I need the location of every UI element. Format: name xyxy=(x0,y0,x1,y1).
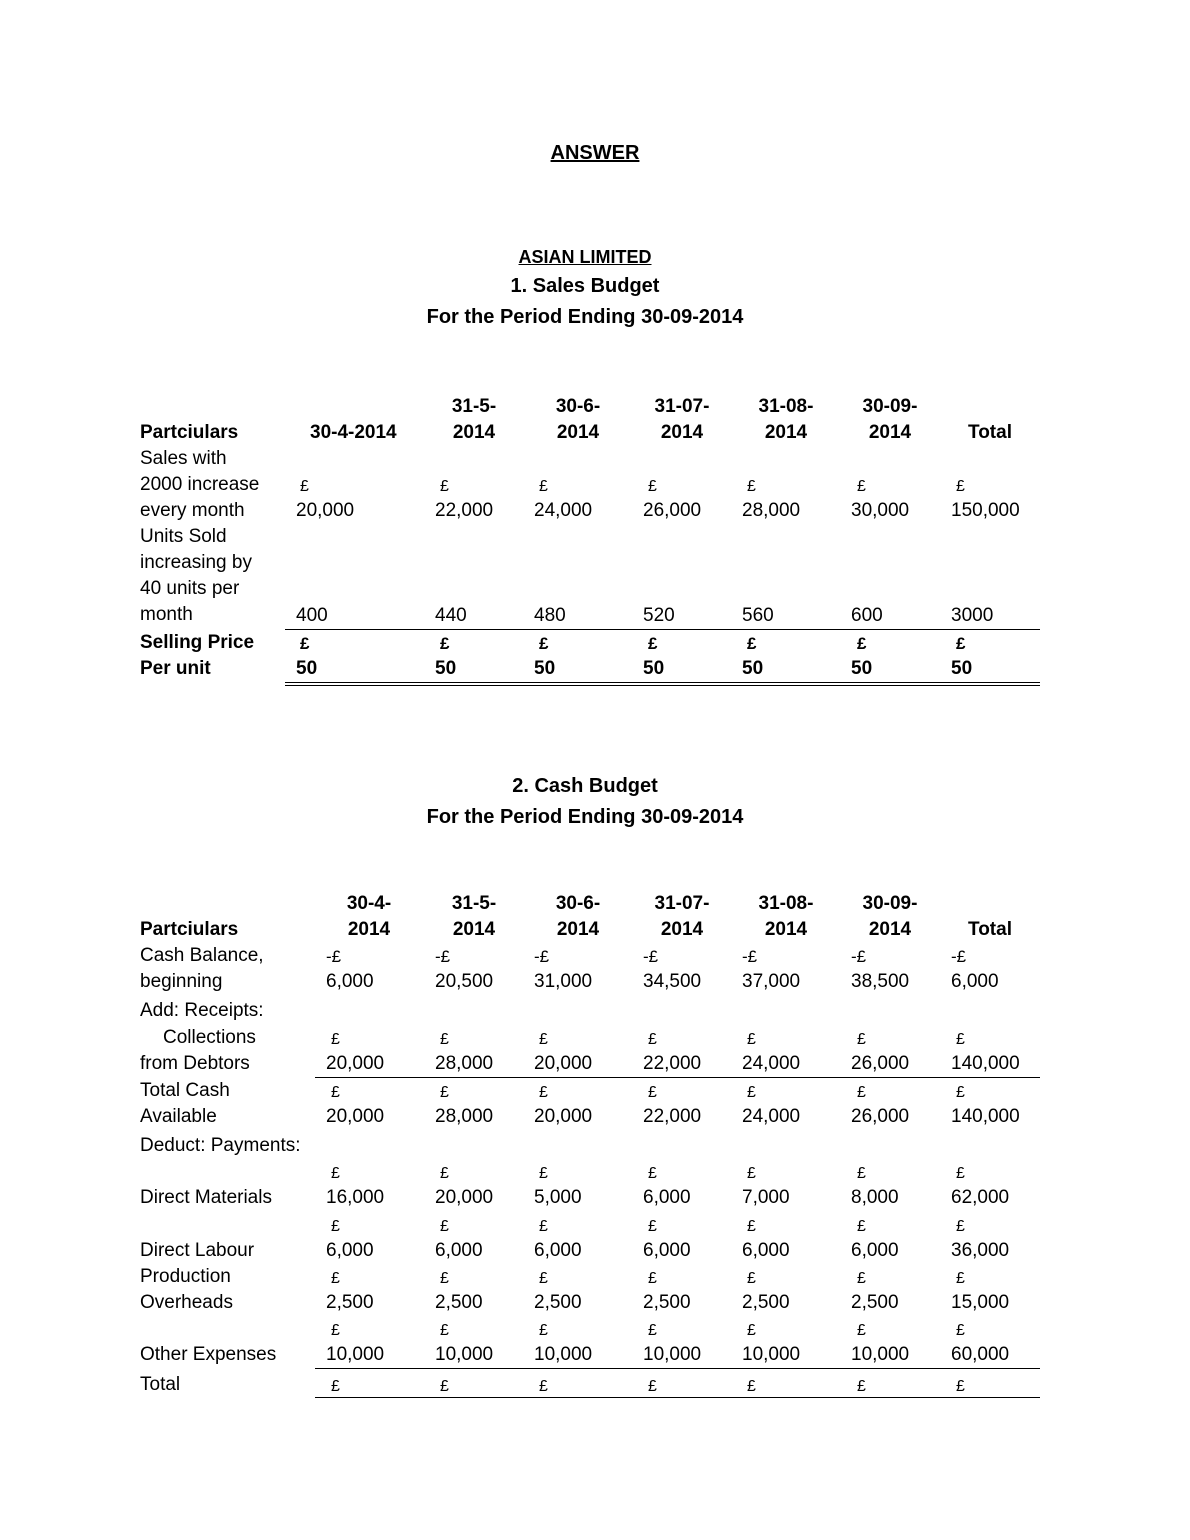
cash-header-col1: 30-4- 2014 xyxy=(346,893,392,940)
sales-header-col5: 31-08- 2014 xyxy=(758,396,814,443)
total-available-label: Total Cash Available xyxy=(140,1080,230,1127)
sales-budget-title: 1. Sales Budget xyxy=(510,275,660,297)
sales-header-col1: 30-4-2014 xyxy=(310,422,397,443)
sales-double-rule-top xyxy=(285,682,1040,683)
sales-header-col3: 30-6- 2014 xyxy=(555,396,601,443)
sales-header-total: Total xyxy=(968,422,1012,443)
sales-header-particulars: Partciulars xyxy=(140,422,239,443)
price-row-label: Selling Price Per unit xyxy=(140,632,255,679)
collections-row-label: Collections from Debtors xyxy=(140,1027,256,1074)
cash-header-col2: 31-5- 2014 xyxy=(451,893,497,940)
sales-rule xyxy=(285,629,1040,630)
sales-header-col4: 31-07- 2014 xyxy=(654,396,710,443)
cash-header-col6: 30-09- 2014 xyxy=(862,893,918,940)
cash-header-col4: 31-07- 2014 xyxy=(654,893,710,940)
sales-row-label: Sales with 2000 increase every month xyxy=(140,448,260,521)
total-rule xyxy=(315,1397,1040,1398)
sales-double-rule-bottom xyxy=(285,685,1040,686)
payments-label: Deduct: Payments: xyxy=(140,1135,301,1156)
collections-rule xyxy=(315,1077,1040,1078)
cash-budget-period: For the Period Ending 30-09-2014 xyxy=(426,806,744,828)
production-overheads-label: Production Overheads xyxy=(140,1266,233,1313)
direct-materials-label: Direct Materials xyxy=(140,1187,272,1208)
cash-header-particulars: Partciulars xyxy=(140,919,239,940)
cash-header-col3: 30-6- 2014 xyxy=(555,893,601,940)
sales-budget-period: For the Period Ending 30-09-2014 xyxy=(426,306,744,328)
receipts-label: Add: Receipts: xyxy=(140,1000,264,1021)
units-row-label: Units Sold increasing by 40 units per month xyxy=(140,526,252,625)
direct-labour-label: Direct Labour xyxy=(140,1240,255,1261)
cash-budget-title: 2. Cash Budget xyxy=(512,775,658,797)
sales-header-col6: 30-09- 2014 xyxy=(862,396,918,443)
cash-header-total: Total xyxy=(968,919,1012,940)
answer-title: ANSWER xyxy=(550,142,640,164)
opening-row-label: Cash Balance, beginning xyxy=(140,945,264,992)
total-row-label: Total xyxy=(140,1374,181,1395)
sales-header-col2: 31-5- 2014 xyxy=(451,396,497,443)
expenses-rule xyxy=(315,1368,1040,1369)
document-page: ANSWER ASIAN LIMITED 1. Sales Budget For the Period Ending 30-09-2014 Partciulars 30-4-2014 31-5- 2014 30-6- 2014 31-07- 2014 31-08- 2014 30-09- 2014 Total Sales with 2000 increase every month £ £ £ £ £ £ £ 20,000 22,000 24,000 26,000 28,000 30,000 150,000 Units Sold increasing by 40 units per month 400 440 480 520 560 600 3000 Selling Price Per unit £ £ £ £ £ £ £ 50 50 50 50 50 50 50 2. Cash Budget For the Period Ending 30-09-2014 Partciulars 30-4- 2014 31-5- 2014 30-6- 2014 31-07- 2014 31-08- 2014 30-09- 2014 Total Cash Balance, beginning -£ -£ -£ -£ -£ -£ -£ 6,000 20,500 31,000 34,500 37,000 38,500 6,000 Add: Receipts: Collections from Debtors £ £ £ £ £ £ £ 20,000 28,000 20,000 22,000 24,000 26,000 140,000 Total Cash Available £ £ £ £ £ £ £ 20,000 28,000 20,000 22,000 24,000 26,000 140,000 Deduct: Payments: Direct Materials £ £ £ £ £ £ £ 16,000 20,000 5,000 6,000 7,000 8,000 62,000 Direct Labour £ £ £ £ £ £ £ 6,000 6,000 6,000 6,000 6,000 6,000 36,000 Production Overheads £ £ £ £ £ £ £ 2,500 2,500 2,500 2,500 2,500 2,500 15,000 Other Expenses £ £ £ £ £ £ £ 10,000 10,000 10,000 10,000 10,000 10,000 60,000 Total £ £ £ £ £ £ £ xyxy=(0,0,1190,1540)
company-name: ASIAN LIMITED xyxy=(518,247,652,267)
other-expenses-label: Other Expenses xyxy=(140,1344,277,1365)
cash-header-col5: 31-08- 2014 xyxy=(758,893,814,940)
